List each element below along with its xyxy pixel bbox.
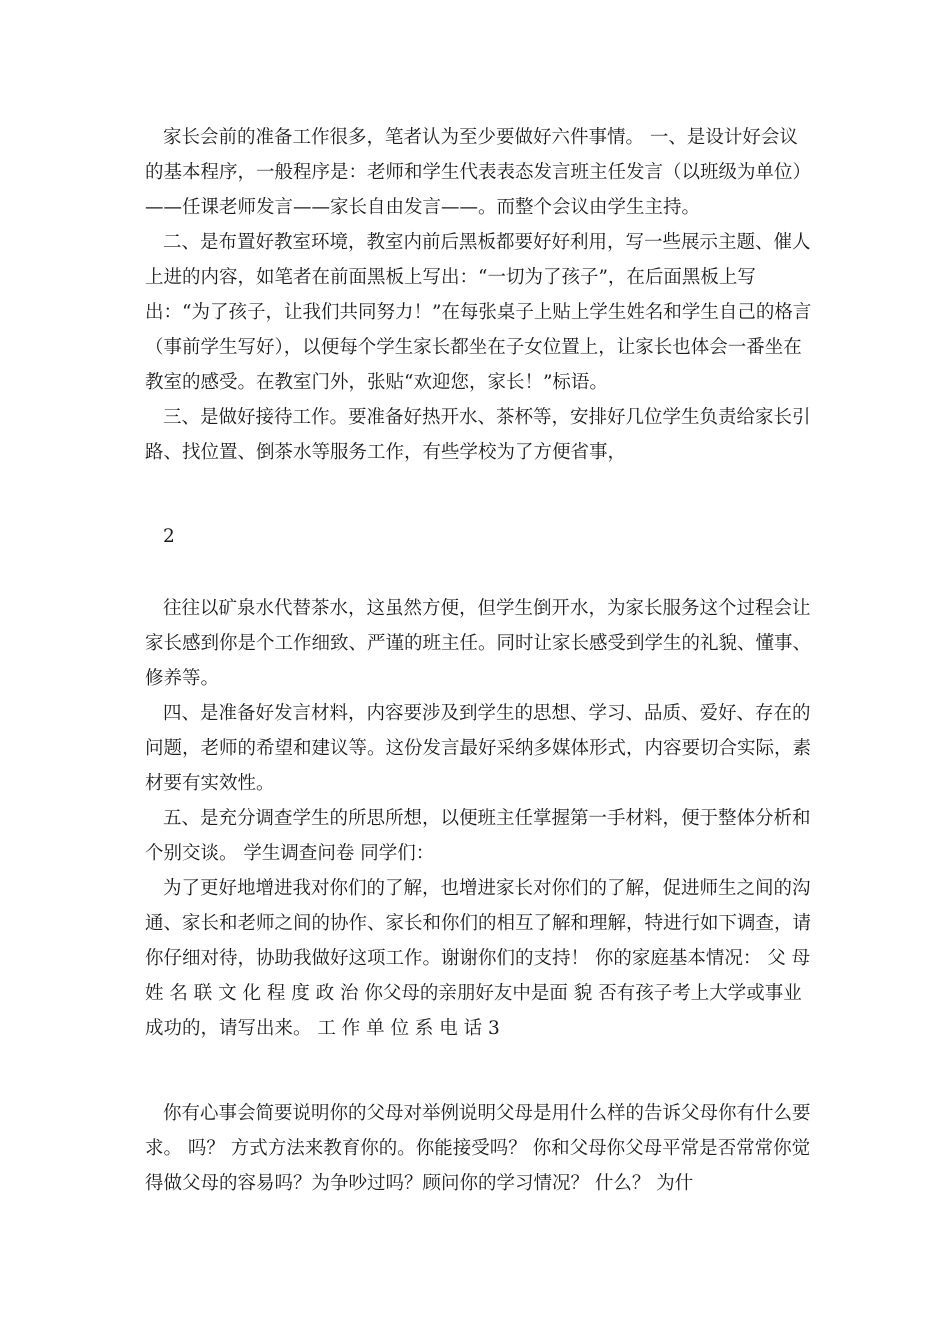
paragraph-survey-questions: 你有心事会简要说明你的父母对举例说明父母是用什么样的告诉父母你有什么要求。 吗？ 方式方法来教育你的。你能接受吗？ 你和父母你父母平常是否常常你觉得做父母的容易吗？为争吵过吗？顾问你的学习情况？ 什么？ 为什 (145, 1103, 811, 1194)
text-block-2 (145, 591, 815, 1046)
paragraph-water-service: 往往以矿泉水代替茶水，这虽然方便，但学生倒开水，为家长服务这个过程会让家长感到你是个工作细致、严谨的班主任。同时让家长感受到学生的礼貌、懂事、修养等。 (145, 598, 812, 689)
paragraph-meeting-procedure: 家长会前的准备工作很多，笔者认为至少要做好六件事情。 一、是设计好会议的基本程序，一般程序是：老师和学生代表表态发言班主任发言（以班级为单位）——任课老师发言——家长自由发言——。而整个会议由学生主持。 (145, 127, 812, 218)
paragraph-survey-body: 为了更好地增进我对你们的了解，也增进家长对你们的了解，促进师生之间的沟通、家长和老师之间的协作、家长和你们的相互了解和理解，特进行如下调查，请你仔细对待，协助我做好这项工作。谢谢你们的支持！ 你的家庭基本情况： 父 母 姓 名 联 文 化 程 度 政 治 你父母的亲朋好友中是面 貌 否有孩子考上大学或事业成功的，请写出来。 工 作 单 位 系 电 话 3 (145, 878, 812, 1039)
page-number: 2 (163, 526, 175, 547)
paragraph-reception: 三、是做好接待工作。要准备好热开水、茶杯等，安排好几位学生负责给家长引路、找位置、倒茶水等服务工作，有些学校为了方便省事， (145, 407, 811, 463)
paragraph-speech-materials: 四、是准备好发言材料，内容要涉及到学生的思想、学习、品质、爱好、存在的问题，老师的希望和建议等。这份发言最好采纳多媒体形式，内容要切合实际，素材要有实效性。 (145, 703, 812, 794)
text-block-1 (145, 120, 815, 470)
paragraph-classroom-setup: 二、是布置好教室环境，教室内前后黑板都要好好利用，写一些展示主题、催人上进的内容，如笔者在前面黑板上写出：“一切为了孩子”，在后面黑板上写出：“为了孩子，让我们共同努力！”在每张桌子上贴上学生姓名和学生自己的格言（事前学生写好），以便每个学生家长都坐在子女位置上，让家长也体会一番坐在教室的感受。在教室门外，张贴“欢迎您，家长！”标语。 (145, 232, 812, 393)
text-block-3 (145, 1096, 815, 1201)
paragraph-survey-intro: 五、是充分调查学生的所思所想，以便班主任掌握第一手材料，便于整体分析和个别交谈。 学生调查问卷 同学们： (145, 808, 811, 864)
